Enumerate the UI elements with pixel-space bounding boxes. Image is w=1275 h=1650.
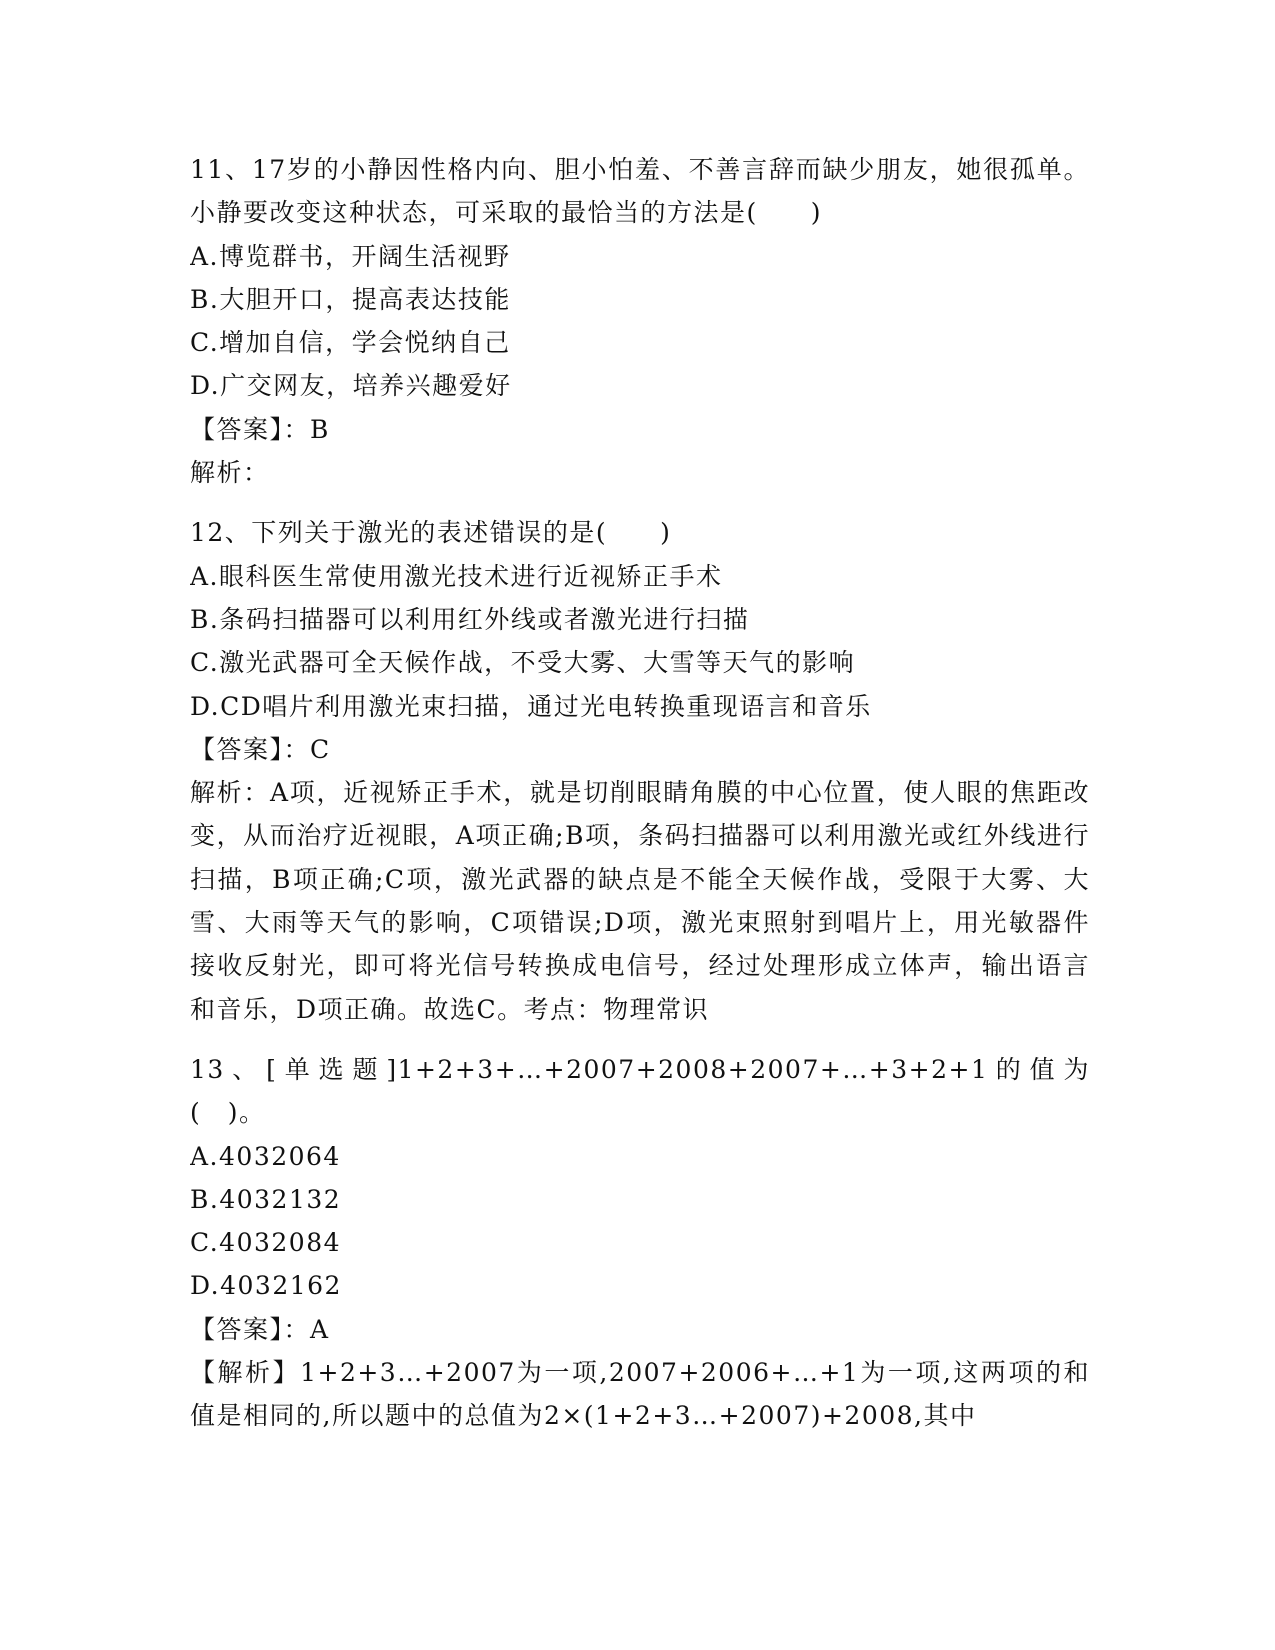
answer-line: 【答案】：C <box>190 734 331 764</box>
option-b: B.4032132 <box>190 1184 342 1214</box>
option-a: A.眼科医生常使用激光技术进行近视矫正手术 <box>190 561 723 591</box>
option-c: C.4032084 <box>190 1228 342 1258</box>
question-stem: 13、[单选题]1+2+3+…+2007+2008+2007+…+3+2+1的值为( )。 <box>190 1054 1090 1128</box>
option-c: C.激光武器可全天候作战，不受大雾、大雪等天气的影响 <box>190 648 856 678</box>
question-11 <box>190 148 1090 494</box>
document-content <box>190 148 1090 1438</box>
question-12 <box>190 511 1090 1031</box>
option-a: A.4032064 <box>190 1141 341 1171</box>
option-d: D.广交网友，培养兴趣爱好 <box>190 371 512 401</box>
analysis-text: 【解析】1+2+3…+2007为一项,2007+2006+…+1为一项,这两项的和值是相同的,所以题中的总值为2×(1+2+3…+2007)+2008,其中 <box>190 1358 1090 1431</box>
answer-line: 【答案】：B <box>190 414 330 444</box>
option-b: B.条码扫描器可以利用红外线或者激光进行扫描 <box>190 604 750 634</box>
analysis-text: 解析：A项，近视矫正手术，就是切削眼睛角膜的中心位置，使人眼的焦距改变，从而治疗近视眼，A项正确;B项，条码扫描器可以利用激光或红外线进行扫描，B项正确;C项，激光武器的缺点是不能全天候作战，受限于大雾、大雪、大雨等天气的影响，C项错误;D项，激光束照射到唱片上，用光敏器件接收反射光，即可将光信号转换成电信号，经过处理形成立体声，输出语言和音乐，D项正确。故选C。考点：物理常识 <box>190 778 1090 1024</box>
question-13 <box>190 1048 1090 1438</box>
option-b: B.大胆开口，提高表达技能 <box>190 284 511 314</box>
answer-line: 【答案】：A <box>190 1314 330 1344</box>
option-c: C.增加自信，学会悦纳自己 <box>190 328 511 358</box>
question-stem: 12、下列关于激光的表述错误的是( ) <box>190 518 672 548</box>
option-a: A.博览群书，开阔生活视野 <box>190 241 511 271</box>
question-stem: 11、17岁的小静因性格内向、胆小怕羞、不善言辞而缺少朋友，她很孤单。小静要改变这种状态，可采取的最恰当的方法是( ) <box>190 155 1090 228</box>
option-d: D.CD唱片利用激光束扫描，通过光电转换重现语言和音乐 <box>190 691 872 721</box>
analysis-text: 解析： <box>190 458 270 488</box>
option-d: D.4032162 <box>190 1271 342 1301</box>
